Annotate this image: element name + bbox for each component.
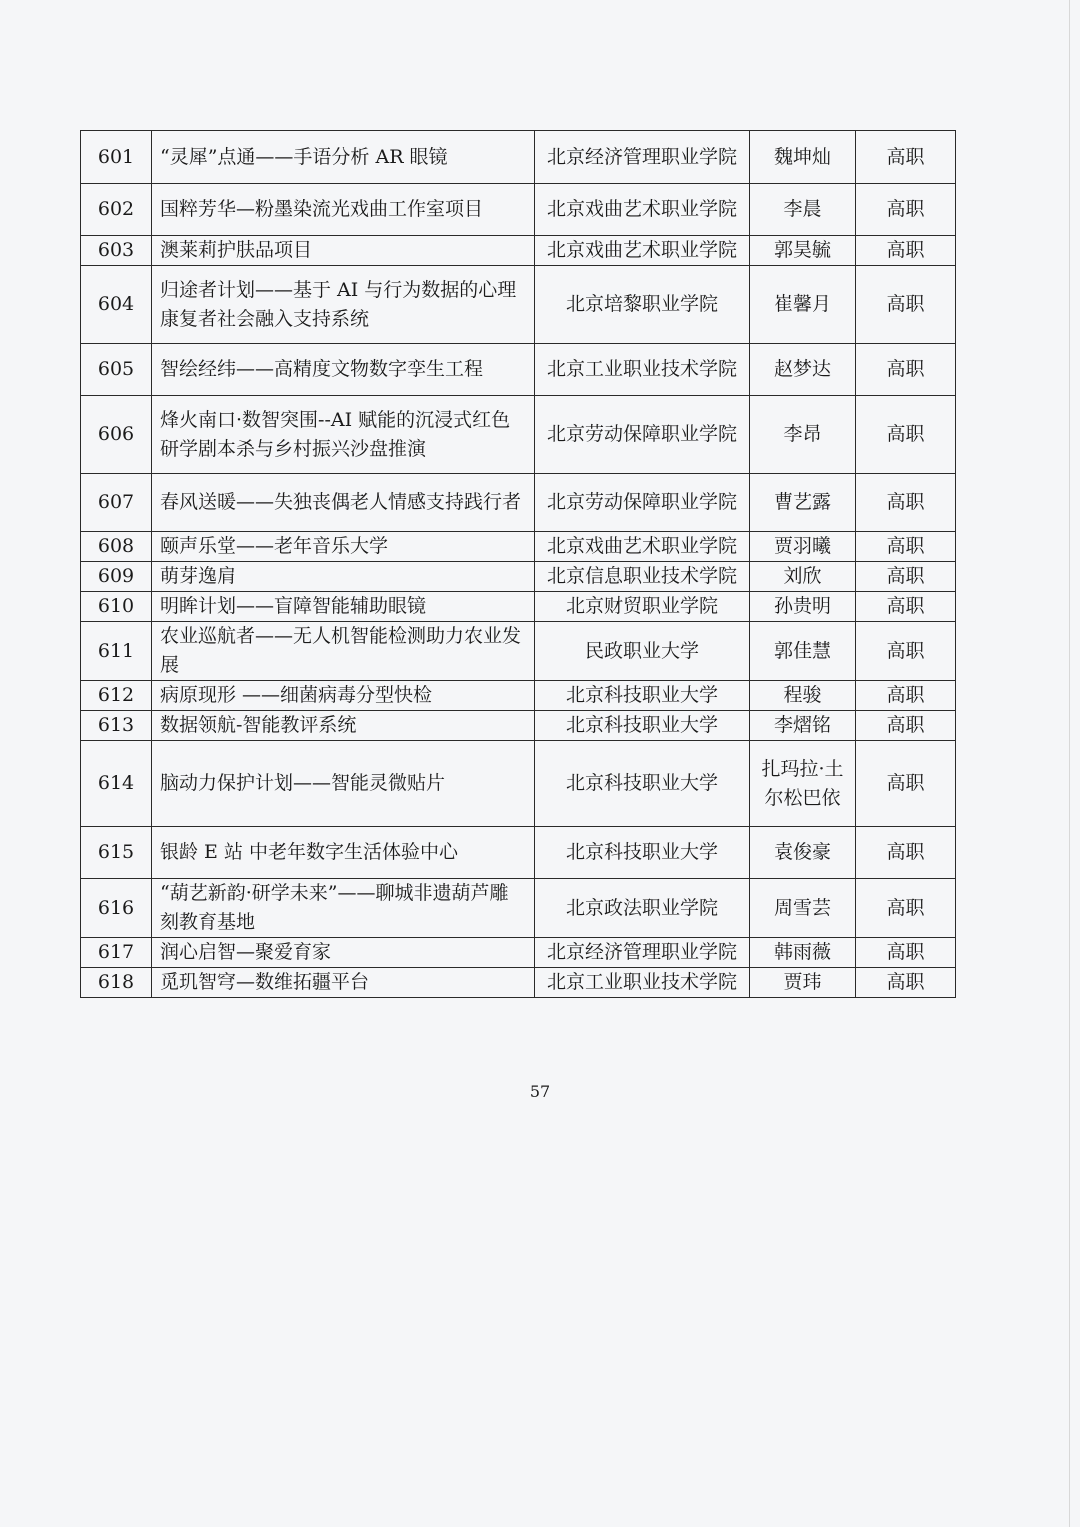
project-name: 明眸计划——盲障智能辅助眼镜 xyxy=(152,592,535,622)
row-number: 607 xyxy=(81,474,152,532)
row-number: 610 xyxy=(81,592,152,622)
row-number: 614 xyxy=(81,741,152,827)
education-level: 高职 xyxy=(856,938,956,968)
education-level: 高职 xyxy=(856,236,956,266)
school-name: 北京科技职业大学 xyxy=(535,741,750,827)
row-number: 617 xyxy=(81,938,152,968)
table-row xyxy=(81,741,956,827)
row-number: 611 xyxy=(81,622,152,681)
table-row xyxy=(81,131,956,184)
leader-name: 贾玮 xyxy=(750,968,856,998)
education-level: 高职 xyxy=(856,741,956,827)
table-row xyxy=(81,184,956,236)
row-number: 618 xyxy=(81,968,152,998)
scan-edge-line xyxy=(1069,0,1070,1527)
table-row xyxy=(81,968,956,998)
school-name: 北京科技职业大学 xyxy=(535,827,750,879)
leader-name: 郭昊毓 xyxy=(750,236,856,266)
project-name: 银龄 E 站 中老年数字生活体验中心 xyxy=(152,827,535,879)
education-level: 高职 xyxy=(856,532,956,562)
table-row xyxy=(81,681,956,711)
school-name: 北京科技职业大学 xyxy=(535,681,750,711)
row-number: 616 xyxy=(81,879,152,938)
leader-name: 扎玛拉·土尔松巴依 xyxy=(750,741,856,827)
leader-name: 李昂 xyxy=(750,396,856,474)
school-name: 北京政法职业学院 xyxy=(535,879,750,938)
project-name: 烽火南口·数智突围--AI 赋能的沉浸式红色研学剧本杀与乡村振兴沙盘推演 xyxy=(152,396,535,474)
school-name: 北京经济管理职业学院 xyxy=(535,131,750,184)
school-name: 北京财贸职业学院 xyxy=(535,592,750,622)
leader-name: 贾羽曦 xyxy=(750,532,856,562)
education-level: 高职 xyxy=(856,396,956,474)
project-name: 国粹芳华—粉墨染流光戏曲工作室项目 xyxy=(152,184,535,236)
leader-name: 魏坤灿 xyxy=(750,131,856,184)
project-name: 萌芽逸肩 xyxy=(152,562,535,592)
table-row xyxy=(81,266,956,344)
education-level: 高职 xyxy=(856,184,956,236)
school-name: 北京培黎职业学院 xyxy=(535,266,750,344)
education-level: 高职 xyxy=(856,879,956,938)
leader-name: 李熠铭 xyxy=(750,711,856,741)
row-number: 609 xyxy=(81,562,152,592)
leader-name: 刘欣 xyxy=(750,562,856,592)
school-name: 北京经济管理职业学院 xyxy=(535,938,750,968)
education-level: 高职 xyxy=(856,622,956,681)
school-name: 北京劳动保障职业学院 xyxy=(535,474,750,532)
school-name: 北京工业职业技术学院 xyxy=(535,968,750,998)
school-name: 北京戏曲艺术职业学院 xyxy=(535,236,750,266)
leader-name: 曹艺露 xyxy=(750,474,856,532)
row-number: 602 xyxy=(81,184,152,236)
project-name: 觅玑智穹—数维拓疆平台 xyxy=(152,968,535,998)
education-level: 高职 xyxy=(856,968,956,998)
school-name: 北京科技职业大学 xyxy=(535,711,750,741)
school-name: 民政职业大学 xyxy=(535,622,750,681)
leader-name: 袁俊豪 xyxy=(750,827,856,879)
leader-name: 程骏 xyxy=(750,681,856,711)
row-number: 605 xyxy=(81,344,152,396)
project-name: “葫艺新韵·研学未来”——聊城非遗葫芦雕刻教育基地 xyxy=(152,879,535,938)
row-number: 613 xyxy=(81,711,152,741)
table-row xyxy=(81,879,956,938)
leader-name: 周雪芸 xyxy=(750,879,856,938)
leader-name: 韩雨薇 xyxy=(750,938,856,968)
project-name: 润心启智—聚爱育家 xyxy=(152,938,535,968)
leader-name: 郭佳慧 xyxy=(750,622,856,681)
row-number: 615 xyxy=(81,827,152,879)
education-level: 高职 xyxy=(856,131,956,184)
project-name: 病原现形 ——细菌病毒分型快检 xyxy=(152,681,535,711)
project-name: 澳莱莉护肤品项目 xyxy=(152,236,535,266)
leader-name: 孙贵明 xyxy=(750,592,856,622)
project-name: 颐声乐堂——老年音乐大学 xyxy=(152,532,535,562)
row-number: 612 xyxy=(81,681,152,711)
education-level: 高职 xyxy=(856,344,956,396)
project-name: “灵犀”点通——手语分析 AR 眼镜 xyxy=(152,131,535,184)
education-level: 高职 xyxy=(856,711,956,741)
project-name: 数据领航-智能教评系统 xyxy=(152,711,535,741)
project-name: 脑动力保护计划——智能灵微贴片 xyxy=(152,741,535,827)
education-level: 高职 xyxy=(856,827,956,879)
table-row xyxy=(81,562,956,592)
row-number: 601 xyxy=(81,131,152,184)
table-row xyxy=(81,532,956,562)
education-level: 高职 xyxy=(856,681,956,711)
leader-name: 崔馨月 xyxy=(750,266,856,344)
school-name: 北京劳动保障职业学院 xyxy=(535,396,750,474)
project-name: 春风送暖——失独丧偶老人情感支持践行者 xyxy=(152,474,535,532)
row-number: 603 xyxy=(81,236,152,266)
leader-name: 李晨 xyxy=(750,184,856,236)
table-row xyxy=(81,827,956,879)
table-row xyxy=(81,344,956,396)
row-number: 608 xyxy=(81,532,152,562)
leader-name: 赵梦达 xyxy=(750,344,856,396)
table-row xyxy=(81,396,956,474)
project-name: 归途者计划——基于 AI 与行为数据的心理康复者社会融入支持系统 xyxy=(152,266,535,344)
page-number: 57 xyxy=(529,1082,551,1101)
school-name: 北京戏曲艺术职业学院 xyxy=(535,532,750,562)
school-name: 北京戏曲艺术职业学院 xyxy=(535,184,750,236)
school-name: 北京信息职业技术学院 xyxy=(535,562,750,592)
education-level: 高职 xyxy=(856,474,956,532)
table-row xyxy=(81,474,956,532)
table-row xyxy=(81,938,956,968)
table-row xyxy=(81,622,956,681)
table-row xyxy=(81,236,956,266)
education-level: 高职 xyxy=(856,592,956,622)
row-number: 604 xyxy=(81,266,152,344)
table-row xyxy=(81,592,956,622)
school-name: 北京工业职业技术学院 xyxy=(535,344,750,396)
row-number: 606 xyxy=(81,396,152,474)
table-row xyxy=(81,711,956,741)
project-list-table xyxy=(80,130,956,998)
project-name: 农业巡航者——无人机智能检测助力农业发展 xyxy=(152,622,535,681)
education-level: 高职 xyxy=(856,266,956,344)
project-name: 智绘经纬——高精度文物数字孪生工程 xyxy=(152,344,535,396)
education-level: 高职 xyxy=(856,562,956,592)
